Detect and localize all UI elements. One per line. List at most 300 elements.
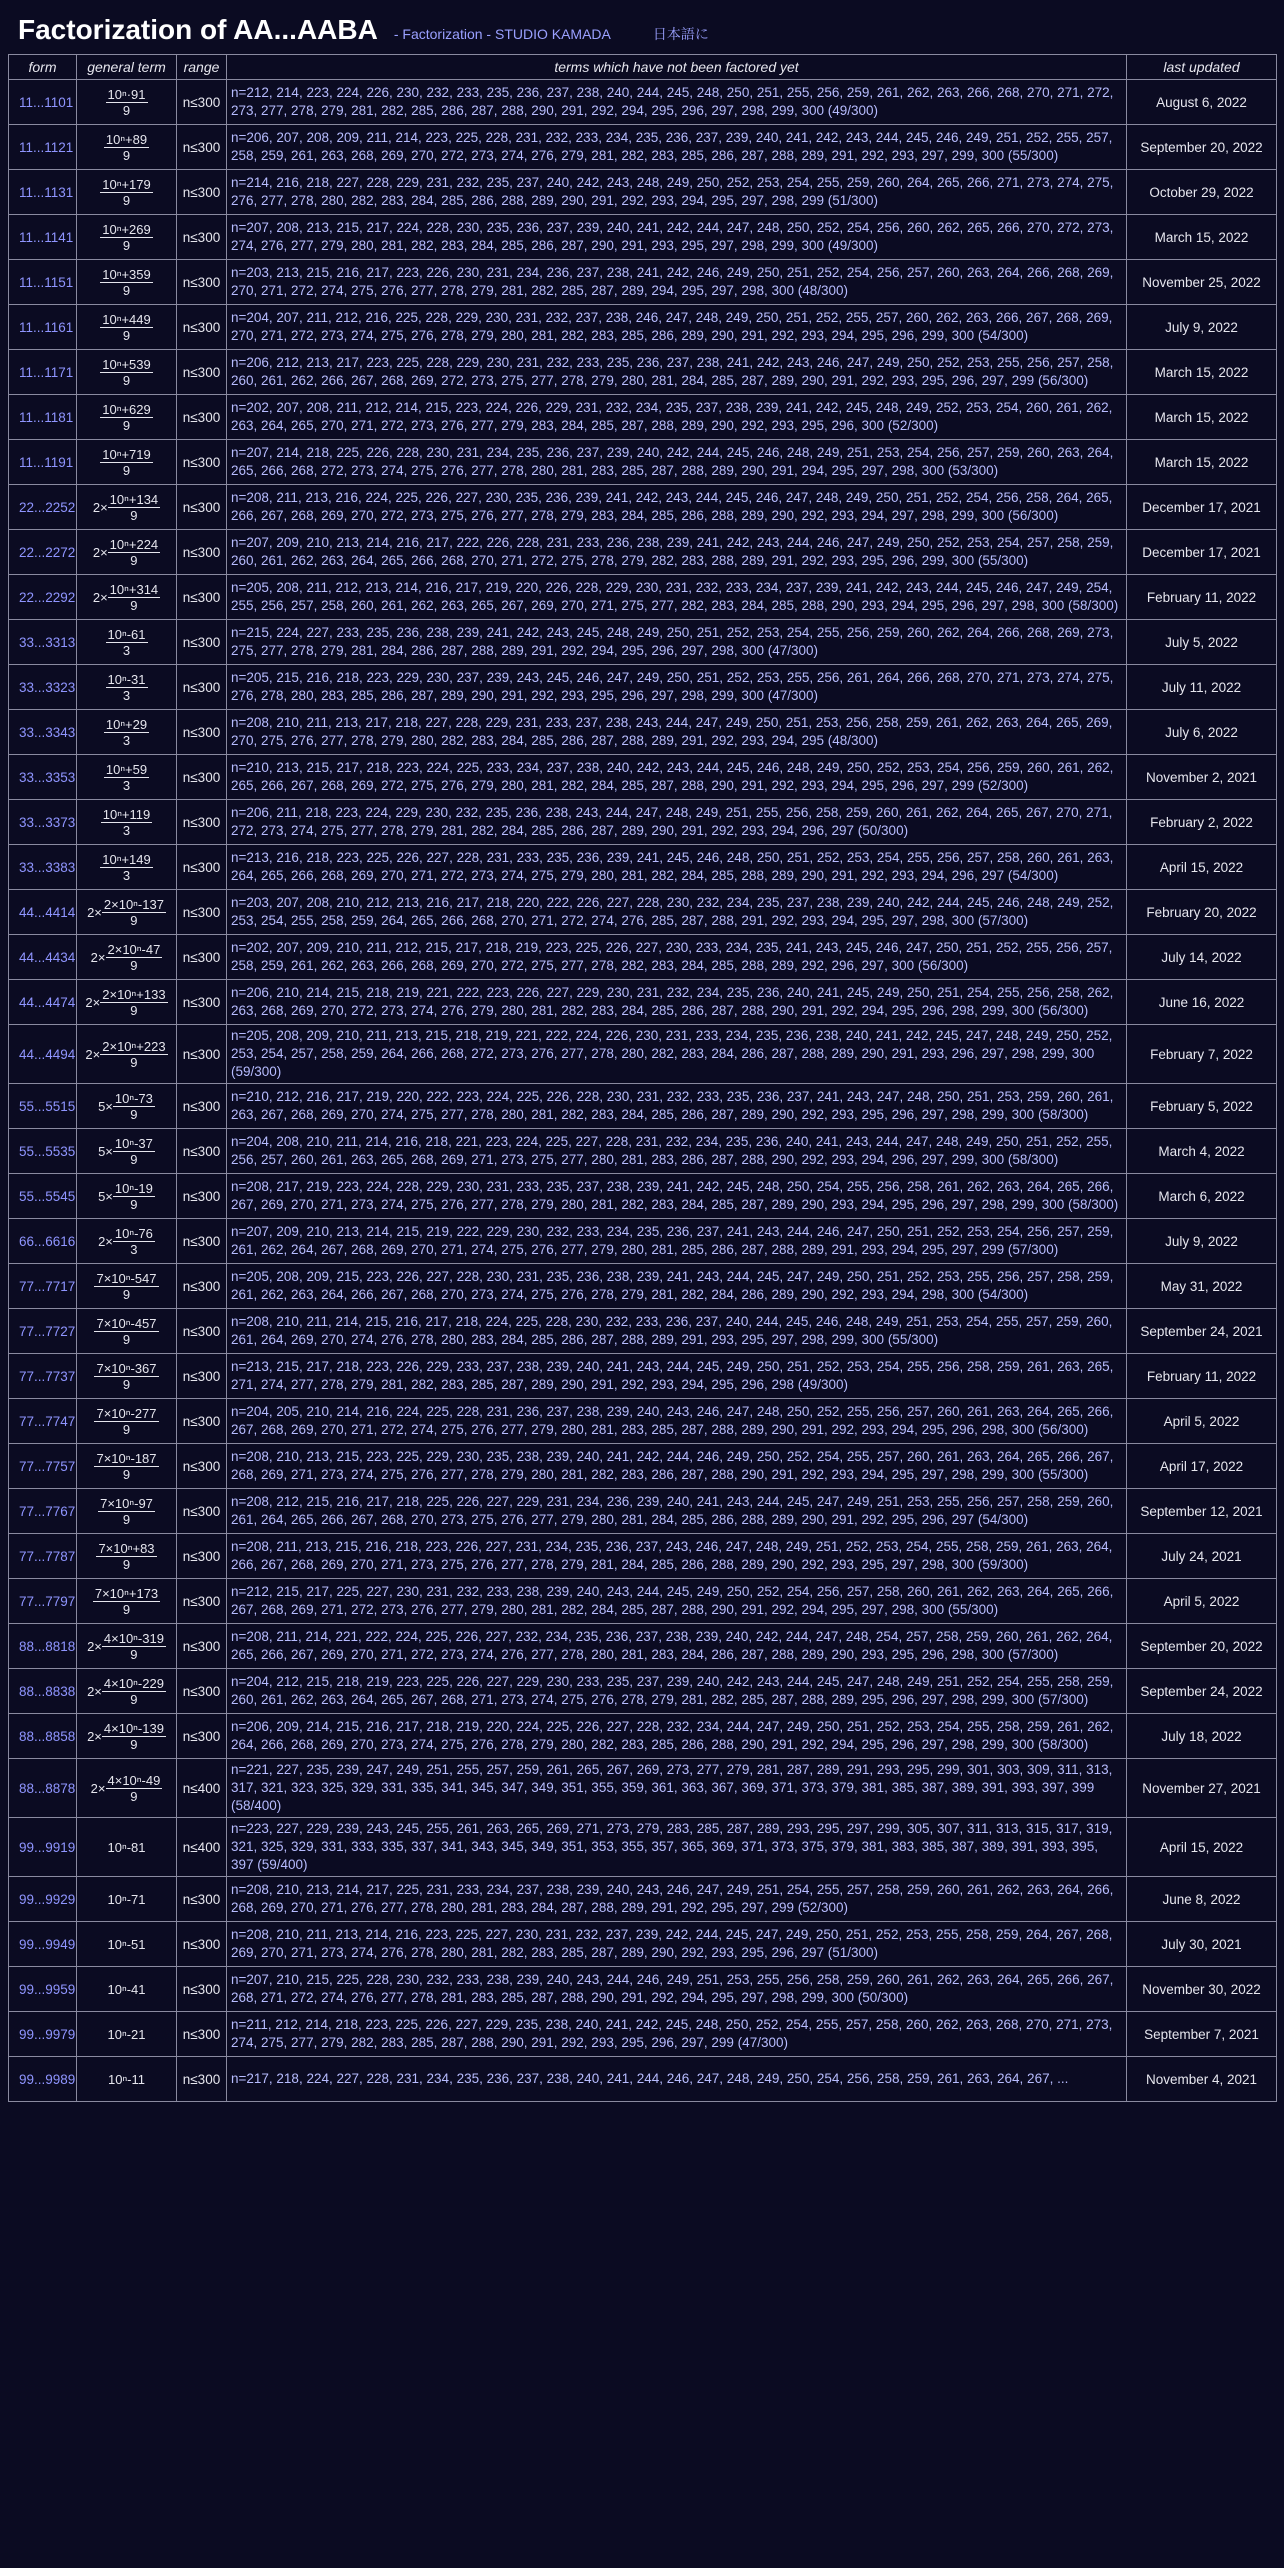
term-numerator: 10ⁿ+179: [102, 176, 151, 192]
term-fraction: [106, 2027, 148, 2042]
term-fraction: [113, 1091, 155, 1122]
form-link[interactable]: 99...9979: [9, 2012, 77, 2057]
general-term: [77, 890, 177, 935]
form-link[interactable]: 77...7787: [9, 1534, 77, 1579]
table-row: [9, 485, 1277, 530]
term-numerator: 10ⁿ-73: [114, 1090, 153, 1106]
term-numerator: 10ⁿ+539: [102, 356, 151, 372]
term-fraction: [100, 402, 152, 433]
form-link[interactable]: 99...9949: [9, 1922, 77, 1967]
unfactored-terms[interactable]: n=208, 210, 211, 213, 217, 218, 227, 228, 229, 231, 233, 237, 238, 243, 244, 247, 249, 250, 251, 253, 256, 258, 259, 261, 262, 263, 264, 265, 269, 270, 275, 276, 277, 278, 279, 280, 282, 283, 284, 285, 286, 287, 288, 289, 291, 292, 293, 294, 295 (48/300): [227, 710, 1127, 755]
form-link[interactable]: 33...3353: [9, 755, 77, 800]
term-numerator: 10ⁿ+89: [105, 131, 148, 147]
form-link[interactable]: 44...4434: [9, 935, 77, 980]
general-term: [77, 800, 177, 845]
table-row: [9, 305, 1277, 350]
form-link[interactable]: 55...5545: [9, 1174, 77, 1219]
form-link[interactable]: 33...3373: [9, 800, 77, 845]
table-row: [9, 1624, 1277, 1669]
last-updated: November 27, 2021: [1127, 1759, 1277, 1818]
term-denominator: 9: [130, 1691, 138, 1707]
general-term: [77, 1877, 177, 1922]
term-fraction: [98, 1496, 155, 1527]
last-updated: April 15, 2022: [1127, 845, 1277, 890]
form-link[interactable]: 44...4474: [9, 980, 77, 1025]
unfactored-terms[interactable]: n=207, 208, 213, 215, 217, 224, 228, 230, 235, 236, 237, 239, 240, 241, 242, 244, 247, 248, 250, 252, 254, 256, 260, 262, 265, 266, 270, 272, 273, 274, 276, 277, 279, 280, 281, 282, 283, 284, 285, 286, 287, 290, 291, 293, 295, 297, 298, 299, 300 (49/300): [227, 215, 1127, 260]
table-row: [9, 1219, 1277, 1264]
term-fraction: [104, 762, 149, 793]
term-denominator: 3: [122, 777, 131, 793]
term-prefix: 2×: [92, 544, 108, 560]
form-link[interactable]: 22...2252: [9, 485, 77, 530]
form-link[interactable]: 11...1171: [9, 350, 77, 395]
table-row: [9, 1399, 1277, 1444]
range: n≤300: [177, 440, 227, 485]
form-link[interactable]: 77...7737: [9, 1354, 77, 1399]
unfactored-terms[interactable]: n=217, 218, 224, 227, 228, 231, 234, 235, 236, 237, 238, 240, 241, 244, 246, 247, 248, 249, 250, 254, 256, 258, 259, 261, 263, 264, 267, ...: [227, 2057, 1127, 2102]
form-link[interactable]: 55...5535: [9, 1129, 77, 1174]
form-link[interactable]: 99...9929: [9, 1877, 77, 1922]
general-term: [77, 125, 177, 170]
form-link[interactable]: 44...4494: [9, 1025, 77, 1084]
term-denominator: 9: [130, 552, 138, 568]
table-row: [9, 440, 1277, 485]
last-updated: April 5, 2022: [1127, 1399, 1277, 1444]
form-link[interactable]: 77...7747: [9, 1399, 77, 1444]
general-term: [77, 1669, 177, 1714]
term-prefix: 2×: [90, 1780, 106, 1796]
general-term: [77, 1264, 177, 1309]
term-fraction: [106, 672, 148, 703]
table-row: [9, 935, 1277, 980]
unfactored-terms[interactable]: n=214, 216, 218, 227, 228, 229, 231, 232, 235, 237, 240, 242, 243, 248, 249, 250, 252, 253, 254, 255, 259, 260, 264, 265, 266, 271, 273, 274, 275, 276, 277, 278, 280, 282, 283, 284, 285, 286, 288, 289, 290, 291, 292, 293, 294, 295, 297, 298, 299 (51/300): [227, 170, 1127, 215]
general-term: [77, 665, 177, 710]
form-link[interactable]: 99...9989: [9, 2057, 77, 2102]
unfactored-terms[interactable]: n=203, 213, 215, 216, 217, 223, 226, 230, 231, 234, 236, 237, 238, 241, 242, 246, 249, 250, 251, 252, 254, 256, 257, 260, 263, 264, 266, 268, 269, 270, 271, 272, 274, 275, 276, 277, 278, 279, 281, 282, 285, 287, 289, 294, 295, 297, 298, 300 (48/300): [227, 260, 1127, 305]
unfactored-terms[interactable]: n=208, 211, 214, 221, 222, 224, 225, 226, 227, 232, 234, 235, 236, 237, 238, 239, 240, 242, 244, 247, 248, 254, 257, 258, 259, 260, 261, 262, 264, 265, 266, 267, 269, 270, 271, 272, 273, 274, 276, 277, 278, 280, 281, 283, 284, 286, 287, 288, 289, 290, 293, 295, 296, 298, 300 (57/300): [227, 1624, 1127, 1669]
term-fraction: [106, 1892, 148, 1907]
term-denominator: 9: [130, 507, 138, 523]
general-term: [77, 440, 177, 485]
term-numerator: 10ⁿ+449: [102, 311, 151, 327]
general-term: [77, 1534, 177, 1579]
table-row: [9, 710, 1277, 755]
form-link[interactable]: 44...4414: [9, 890, 77, 935]
term-fraction: [106, 1773, 163, 1804]
last-updated: August 6, 2022: [1127, 80, 1277, 125]
last-updated: July 9, 2022: [1127, 1219, 1277, 1264]
unfactored-terms[interactable]: n=202, 207, 209, 210, 211, 212, 215, 217, 218, 219, 223, 225, 226, 227, 230, 233, 234, 235, 241, 243, 245, 246, 247, 250, 251, 252, 255, 256, 257, 258, 259, 261, 262, 263, 266, 268, 269, 270, 272, 275, 277, 278, 282, 283, 284, 285, 288, 289, 292, 296, 297, 300 (56/300): [227, 935, 1127, 980]
term-numerator: 10ⁿ-76: [114, 1225, 153, 1241]
term-numerator: 10ⁿ-21: [107, 2027, 146, 2043]
term-numerator: 10ⁿ-81: [107, 1840, 146, 1856]
term-denominator: 9: [122, 1421, 131, 1437]
term-denominator: 9: [130, 1788, 138, 1804]
range: n≤300: [177, 755, 227, 800]
range: n≤300: [177, 1174, 227, 1219]
term-fraction: [94, 1361, 158, 1392]
term-prefix: 2×: [85, 1046, 101, 1062]
form-link[interactable]: 11...1101: [9, 80, 77, 125]
breadcrumb-link[interactable]: - Factorization - STUDIO KAMADA: [393, 26, 611, 42]
term-fraction: [100, 312, 152, 343]
last-updated: September 20, 2022: [1127, 1624, 1277, 1669]
unfactored-terms[interactable]: n=202, 207, 208, 211, 212, 214, 215, 223, 224, 226, 229, 231, 232, 234, 235, 237, 238, 239, 241, 242, 245, 248, 249, 252, 253, 254, 260, 261, 262, 263, 264, 265, 270, 271, 272, 273, 276, 277, 279, 283, 284, 285, 287, 288, 289, 290, 292, 293, 295, 296, 300 (52/300): [227, 395, 1127, 440]
term-denominator: 9: [122, 102, 131, 118]
general-term: [77, 1967, 177, 2012]
form-link[interactable]: 55...5515: [9, 1084, 77, 1129]
table-row: [9, 665, 1277, 710]
last-updated: April 15, 2022: [1127, 1818, 1277, 1877]
general-term: [77, 1354, 177, 1399]
unfactored-terms[interactable]: n=223, 227, 229, 239, 243, 245, 255, 261, 263, 265, 269, 271, 273, 279, 283, 285, 287, 289, 293, 295, 297, 299, 305, 307, 311, 313, 315, 317, 319, 321, 325, 329, 331, 333, 335, 337, 341, 343, 345, 349, 351, 353, 355, 357, 365, 369, 371, 373, 375, 379, 381, 383, 385, 387, 389, 391, 393, 395, 397 (59/400): [227, 1818, 1127, 1877]
range: n≤300: [177, 395, 227, 440]
last-updated: February 7, 2022: [1127, 1025, 1277, 1084]
general-term: [77, 1174, 177, 1219]
last-updated: June 8, 2022: [1127, 1877, 1277, 1922]
term-numerator: 2×10ⁿ-137: [103, 896, 164, 912]
form-link[interactable]: 77...7717: [9, 1264, 77, 1309]
general-term: [77, 1399, 177, 1444]
language-link[interactable]: 日本語に: [652, 26, 709, 42]
unfactored-terms[interactable]: n=205, 208, 209, 210, 211, 213, 215, 218, 219, 221, 222, 224, 226, 230, 231, 233, 234, 235, 236, 238, 240, 241, 242, 245, 247, 248, 249, 250, 252, 253, 254, 257, 258, 259, 264, 266, 268, 272, 273, 276, 277, 278, 280, 282, 283, 284, 286, 287, 288, 289, 290, 291, 293, 296, 297, 298, 299, 300 (59/300): [227, 1025, 1127, 1084]
unfactored-terms[interactable]: n=210, 213, 215, 217, 218, 223, 224, 225, 233, 234, 237, 238, 240, 242, 243, 244, 245, 246, 248, 249, 250, 252, 253, 254, 256, 259, 260, 261, 262, 265, 266, 267, 268, 269, 272, 275, 276, 279, 280, 281, 282, 284, 285, 287, 288, 290, 291, 292, 293, 294, 295, 296, 297, 299 (52/300): [227, 755, 1127, 800]
unfactored-terms[interactable]: n=208, 210, 213, 215, 223, 225, 229, 230, 235, 238, 239, 240, 241, 242, 244, 246, 249, 250, 252, 254, 255, 257, 260, 261, 263, 264, 265, 266, 267, 268, 269, 271, 273, 274, 275, 276, 277, 278, 279, 280, 281, 282, 283, 286, 287, 288, 290, 291, 292, 293, 294, 295, 297, 298, 299, 300 (55/300): [227, 1444, 1127, 1489]
range: n≤300: [177, 260, 227, 305]
term-numerator: 10ⁿ-41: [107, 1982, 146, 1998]
term-fraction: [106, 1982, 148, 1997]
term-denominator: 9: [122, 417, 131, 433]
range: n≤300: [177, 620, 227, 665]
unfactored-terms[interactable]: n=206, 212, 213, 217, 223, 225, 228, 229, 230, 231, 232, 233, 235, 236, 237, 238, 241, 242, 243, 246, 247, 249, 250, 252, 253, 255, 256, 257, 258, 260, 261, 262, 266, 267, 268, 269, 272, 273, 275, 277, 278, 279, 280, 281, 284, 285, 287, 289, 290, 291, 292, 293, 295, 296, 297, 299 (56/300): [227, 350, 1127, 395]
term-numerator: 10ⁿ-31: [107, 671, 146, 687]
range: n≤300: [177, 1967, 227, 2012]
term-denominator: 9: [122, 147, 131, 163]
unfactored-terms[interactable]: n=215, 224, 227, 233, 235, 236, 238, 239, 241, 242, 243, 245, 248, 249, 250, 251, 252, 253, 254, 255, 256, 259, 260, 262, 264, 266, 268, 269, 273, 275, 277, 278, 279, 281, 284, 286, 287, 288, 289, 291, 292, 294, 295, 296, 297, 298, 300 (47/300): [227, 620, 1127, 665]
unfactored-terms[interactable]: n=208, 212, 215, 216, 217, 218, 225, 226, 227, 229, 231, 234, 236, 239, 240, 241, 243, 244, 245, 247, 249, 251, 253, 255, 256, 257, 258, 259, 260, 261, 264, 265, 266, 267, 268, 270, 273, 275, 276, 277, 279, 280, 281, 284, 285, 286, 288, 289, 290, 291, 292, 295, 296, 297 (54/300): [227, 1489, 1127, 1534]
form-link[interactable]: 11...1151: [9, 260, 77, 305]
table-row: [9, 1309, 1277, 1354]
term-denominator: 9: [130, 1106, 138, 1122]
page-header: [0, 0, 1284, 54]
form-link[interactable]: 11...1181: [9, 395, 77, 440]
table-row: [9, 80, 1277, 125]
unfactored-terms[interactable]: n=211, 212, 214, 218, 223, 225, 226, 227, 229, 235, 238, 240, 241, 242, 245, 248, 250, 252, 254, 255, 257, 258, 260, 262, 263, 268, 270, 271, 273, 274, 275, 277, 279, 282, 283, 285, 287, 288, 290, 291, 292, 293, 295, 296, 297, 299 (47/300): [227, 2012, 1127, 2057]
term-fraction: [106, 2072, 147, 2087]
term-prefix: 5×: [98, 1098, 113, 1114]
last-updated: March 15, 2022: [1127, 350, 1277, 395]
general-term: [77, 1579, 177, 1624]
range: n≤300: [177, 1264, 227, 1309]
form-link[interactable]: 33...3323: [9, 665, 77, 710]
range: n≤300: [177, 1714, 227, 1759]
term-denominator: 9: [122, 1331, 131, 1347]
last-updated: November 2, 2021: [1127, 755, 1277, 800]
form-link[interactable]: 88...8818: [9, 1624, 77, 1669]
last-updated: February 20, 2022: [1127, 890, 1277, 935]
term-denominator: 9: [122, 1466, 131, 1482]
table-header-row: [9, 55, 1277, 80]
term-denominator: 3: [130, 1241, 138, 1257]
table-row: [9, 1444, 1277, 1489]
unfactored-terms[interactable]: n=205, 215, 216, 218, 223, 229, 230, 237, 239, 243, 245, 246, 247, 249, 250, 251, 252, 253, 255, 256, 261, 264, 266, 268, 270, 271, 273, 274, 275, 276, 278, 280, 283, 285, 286, 287, 289, 290, 291, 292, 293, 295, 296, 297, 298, 299, 300 (47/300): [227, 665, 1127, 710]
form-link[interactable]: 99...9959: [9, 1967, 77, 2012]
last-updated: December 17, 2021: [1127, 530, 1277, 575]
form-link[interactable]: 33...3313: [9, 620, 77, 665]
unfactored-terms[interactable]: n=208, 211, 213, 216, 224, 225, 226, 227, 230, 235, 236, 239, 241, 242, 243, 244, 245, 246, 247, 248, 249, 250, 251, 252, 254, 256, 258, 264, 265, 266, 267, 268, 269, 270, 272, 273, 275, 276, 277, 278, 279, 283, 284, 285, 286, 288, 289, 290, 292, 293, 294, 297, 298, 299, 300 (56/300): [227, 485, 1127, 530]
term-numerator: 7×10ⁿ-97: [100, 1495, 153, 1511]
unfactored-terms[interactable]: n=221, 227, 235, 239, 247, 249, 251, 255, 257, 259, 261, 265, 267, 269, 273, 277, 279, 281, 287, 289, 291, 293, 295, 299, 301, 303, 309, 311, 313, 317, 321, 323, 325, 329, 331, 335, 341, 345, 347, 349, 351, 355, 359, 361, 363, 367, 369, 371, 373, 379, 381, 385, 387, 389, 391, 393, 397, 399 (58/400): [227, 1759, 1127, 1818]
unfactored-terms[interactable]: n=206, 211, 218, 223, 224, 229, 230, 232, 235, 236, 238, 243, 244, 247, 248, 249, 251, 255, 256, 258, 259, 260, 261, 262, 264, 265, 267, 270, 271, 272, 273, 274, 275, 277, 278, 279, 281, 282, 284, 285, 286, 287, 289, 290, 291, 292, 293, 294, 296, 297 (50/300): [227, 800, 1127, 845]
unfactored-terms[interactable]: n=204, 205, 210, 214, 216, 224, 225, 228, 231, 236, 237, 238, 239, 240, 243, 246, 247, 248, 250, 252, 255, 256, 257, 260, 261, 263, 264, 265, 266, 267, 268, 269, 270, 271, 272, 274, 275, 276, 277, 279, 280, 281, 283, 285, 287, 288, 289, 290, 291, 292, 293, 294, 295, 296, 298, 300 (56/300): [227, 1399, 1127, 1444]
term-denominator: 9: [130, 957, 138, 973]
table-row: [9, 800, 1277, 845]
unfactored-terms[interactable]: n=213, 215, 217, 218, 223, 226, 229, 233, 237, 238, 239, 240, 241, 243, 244, 245, 249, 250, 251, 252, 253, 254, 255, 256, 258, 259, 261, 263, 265, 271, 274, 277, 278, 279, 281, 282, 283, 285, 287, 289, 290, 291, 292, 293, 294, 295, 296, 298 (49/300): [227, 1354, 1127, 1399]
term-fraction: [102, 1676, 166, 1707]
form-link[interactable]: 11...1121: [9, 125, 77, 170]
last-updated: July 30, 2021: [1127, 1922, 1277, 1967]
term-numerator: 10ⁿ+269: [102, 221, 151, 237]
general-term: [77, 1818, 177, 1877]
range: n≤300: [177, 1669, 227, 1714]
range: n≤300: [177, 1489, 227, 1534]
general-term: [77, 350, 177, 395]
term-numerator: 4×10ⁿ-229: [103, 1675, 164, 1691]
general-term: [77, 2012, 177, 2057]
term-numerator: 7×10ⁿ-547: [96, 1270, 157, 1286]
form-link[interactable]: 11...1141: [9, 215, 77, 260]
table-row: [9, 1489, 1277, 1534]
range: n≤300: [177, 170, 227, 215]
term-denominator: 9: [130, 1736, 138, 1752]
unfactored-terms[interactable]: n=205, 208, 209, 215, 223, 226, 227, 228, 230, 231, 235, 236, 238, 239, 241, 243, 244, 245, 247, 249, 250, 251, 252, 253, 255, 256, 257, 258, 259, 261, 262, 263, 264, 266, 267, 268, 270, 273, 274, 275, 276, 278, 279, 281, 282, 284, 286, 289, 290, 292, 293, 294, 298, 300 (54/300): [227, 1264, 1127, 1309]
form-link[interactable]: 77...7757: [9, 1444, 77, 1489]
form-link[interactable]: 22...2292: [9, 575, 77, 620]
term-numerator: 4×10ⁿ-319: [103, 1630, 164, 1646]
term-prefix: 2×: [90, 949, 106, 965]
unfactored-terms[interactable]: n=208, 210, 211, 214, 215, 216, 217, 218, 224, 225, 228, 230, 232, 233, 236, 237, 240, 244, 245, 246, 248, 249, 251, 253, 254, 255, 257, 259, 260, 261, 264, 269, 270, 274, 276, 278, 280, 283, 284, 285, 286, 287, 288, 289, 291, 293, 295, 297, 298, 299, 300 (55/300): [227, 1309, 1127, 1354]
term-prefix: 2×: [87, 1728, 102, 1744]
range: n≤300: [177, 350, 227, 395]
term-numerator: 10ⁿ+59: [105, 761, 148, 777]
table-row: [9, 575, 1277, 620]
range: n≤300: [177, 1309, 227, 1354]
table-row: [9, 1174, 1277, 1219]
term-denominator: 9: [122, 1556, 131, 1572]
term-numerator: 10ⁿ+314: [109, 581, 159, 597]
unfactored-terms[interactable]: n=204, 207, 211, 212, 216, 225, 228, 229, 230, 231, 232, 237, 238, 246, 247, 248, 249, 250, 251, 252, 255, 257, 260, 262, 263, 266, 267, 268, 269, 270, 271, 272, 273, 274, 275, 276, 278, 279, 280, 281, 282, 283, 285, 286, 289, 290, 291, 292, 293, 294, 295, 296, 299, 300 (54/300): [227, 305, 1127, 350]
term-numerator: 2×10ⁿ+223: [102, 1038, 166, 1054]
table-row: [9, 215, 1277, 260]
term-numerator: 7×10ⁿ+173: [94, 1585, 159, 1601]
term-fraction: [113, 1136, 155, 1167]
general-term: [77, 305, 177, 350]
term-numerator: 10ⁿ-11: [107, 2072, 146, 2088]
table-row: [9, 2057, 1277, 2102]
form-link[interactable]: 33...3383: [9, 845, 77, 890]
last-updated: July 11, 2022: [1127, 665, 1277, 710]
term-fraction: [104, 717, 149, 748]
range: n≤300: [177, 1534, 227, 1579]
general-term: [77, 395, 177, 440]
form-link[interactable]: 88...8858: [9, 1714, 77, 1759]
term-prefix: 2×: [92, 589, 108, 605]
form-link[interactable]: 77...7727: [9, 1309, 77, 1354]
form-link[interactable]: 22...2272: [9, 530, 77, 575]
general-term: [77, 215, 177, 260]
term-fraction: [108, 537, 160, 568]
form-link[interactable]: 88...8838: [9, 1669, 77, 1714]
last-updated: March 15, 2022: [1127, 440, 1277, 485]
unfactored-terms[interactable]: n=204, 208, 210, 211, 214, 216, 218, 221, 223, 224, 225, 227, 228, 231, 232, 234, 235, 236, 240, 241, 243, 244, 247, 248, 249, 250, 251, 252, 255, 256, 257, 260, 261, 263, 265, 268, 269, 271, 273, 275, 277, 280, 281, 283, 286, 287, 288, 290, 292, 293, 294, 296, 297, 299, 300 (58/300): [227, 1129, 1127, 1174]
form-link[interactable]: 33...3343: [9, 710, 77, 755]
term-fraction: [101, 807, 153, 838]
form-link[interactable]: 66...6616: [9, 1219, 77, 1264]
term-fraction: [106, 942, 163, 973]
col-header-terms: terms which have not been factored yet: [227, 55, 1127, 80]
general-term: [77, 710, 177, 755]
term-prefix: 5×: [98, 1188, 113, 1204]
form-link[interactable]: 11...1161: [9, 305, 77, 350]
term-fraction: [113, 1181, 155, 1212]
form-link[interactable]: 77...7797: [9, 1579, 77, 1624]
term-prefix: 5×: [98, 1143, 113, 1159]
range: n≤400: [177, 1759, 227, 1818]
general-term: [77, 1759, 177, 1818]
unfactored-terms[interactable]: n=208, 210, 213, 214, 217, 225, 231, 233, 234, 237, 238, 239, 240, 243, 246, 247, 249, 251, 254, 255, 257, 258, 259, 260, 261, 262, 263, 264, 266, 268, 269, 270, 271, 276, 277, 278, 280, 281, 283, 284, 287, 288, 289, 291, 292, 295, 297, 299 (52/300): [227, 1877, 1127, 1922]
range: n≤300: [177, 935, 227, 980]
unfactored-terms[interactable]: n=205, 208, 211, 212, 213, 214, 216, 217, 219, 220, 226, 228, 229, 230, 231, 232, 233, 234, 237, 239, 241, 242, 243, 244, 245, 246, 247, 249, 254, 255, 256, 257, 258, 260, 261, 262, 263, 265, 267, 269, 270, 271, 275, 277, 282, 283, 284, 285, 288, 290, 293, 294, 295, 296, 297, 298, 300 (58/300): [227, 575, 1127, 620]
last-updated: February 11, 2022: [1127, 1354, 1277, 1399]
term-numerator: 4×10ⁿ-139: [103, 1720, 164, 1736]
unfactored-terms[interactable]: n=210, 212, 216, 217, 219, 220, 222, 223, 224, 225, 226, 228, 230, 231, 232, 233, 235, 236, 237, 241, 243, 247, 248, 250, 251, 253, 259, 260, 261, 263, 267, 268, 269, 270, 274, 275, 277, 278, 280, 281, 282, 283, 284, 285, 286, 287, 289, 290, 292, 293, 295, 296, 297, 298, 299, 300 (58/300): [227, 1084, 1127, 1129]
table-row: [9, 1714, 1277, 1759]
term-fraction: [102, 897, 166, 928]
term-denominator: 9: [122, 1286, 131, 1302]
unfactored-terms[interactable]: n=212, 214, 223, 224, 226, 230, 232, 233, 235, 236, 237, 238, 240, 244, 245, 248, 250, 251, 255, 256, 259, 261, 262, 263, 266, 268, 270, 271, 272, 273, 277, 278, 279, 281, 282, 285, 286, 287, 288, 290, 291, 292, 294, 295, 296, 297, 298, 299, 300 (49/300): [227, 80, 1127, 125]
last-updated: October 29, 2022: [1127, 170, 1277, 215]
range: n≤300: [177, 1444, 227, 1489]
table-row: [9, 980, 1277, 1025]
table-row: [9, 1877, 1277, 1922]
last-updated: March 15, 2022: [1127, 215, 1277, 260]
range: n≤300: [177, 1877, 227, 1922]
term-denominator: 9: [122, 237, 131, 253]
general-term: [77, 170, 177, 215]
range: n≤300: [177, 2057, 227, 2102]
term-denominator: 9: [122, 327, 131, 343]
term-denominator: 9: [122, 1511, 131, 1527]
form-link[interactable]: 11...1131: [9, 170, 77, 215]
range: n≤300: [177, 1219, 227, 1264]
unfactored-terms[interactable]: n=208, 210, 211, 213, 214, 216, 223, 225, 227, 230, 231, 232, 237, 239, 242, 244, 245, 247, 249, 250, 251, 252, 253, 255, 258, 259, 264, 267, 268, 269, 270, 271, 273, 274, 276, 278, 280, 281, 282, 283, 285, 287, 289, 290, 292, 293, 295, 296, 297 (51/300): [227, 1922, 1127, 1967]
term-denominator: 9: [130, 912, 138, 928]
last-updated: February 2, 2022: [1127, 800, 1277, 845]
unfactored-terms[interactable]: n=207, 209, 210, 213, 214, 216, 217, 222, 226, 228, 231, 233, 236, 238, 239, 241, 242, 243, 244, 246, 247, 249, 250, 252, 253, 254, 257, 258, 259, 260, 261, 262, 263, 264, 265, 266, 268, 270, 271, 272, 275, 278, 279, 282, 283, 288, 289, 291, 292, 293, 295, 296, 299, 300 (55/300): [227, 530, 1127, 575]
general-term: [77, 1714, 177, 1759]
general-term: [77, 1219, 177, 1264]
term-denominator: 3: [122, 732, 131, 748]
unfactored-terms[interactable]: n=212, 215, 217, 225, 227, 230, 231, 232, 233, 238, 239, 240, 243, 244, 245, 249, 250, 252, 254, 256, 257, 258, 260, 261, 262, 263, 264, 265, 266, 267, 268, 269, 271, 272, 273, 276, 277, 279, 280, 281, 282, 284, 285, 287, 288, 290, 291, 292, 294, 295, 297, 298, 300 (55/300): [227, 1579, 1127, 1624]
last-updated: September 7, 2021: [1127, 2012, 1277, 2057]
term-numerator: 7×10ⁿ-457: [96, 1315, 157, 1331]
form-link[interactable]: 11...1191: [9, 440, 77, 485]
last-updated: November 4, 2021: [1127, 2057, 1277, 2102]
form-link[interactable]: 99...9919: [9, 1818, 77, 1877]
term-denominator: 9: [122, 372, 131, 388]
range: n≤300: [177, 890, 227, 935]
table-row: [9, 620, 1277, 665]
term-fraction: [94, 1271, 158, 1302]
term-numerator: 2×10ⁿ+133: [102, 986, 166, 1002]
table-row: [9, 1129, 1277, 1174]
general-term: [77, 935, 177, 980]
unfactored-terms[interactable]: n=206, 207, 208, 209, 211, 214, 223, 225, 228, 231, 232, 233, 234, 235, 236, 237, 239, 240, 241, 242, 243, 244, 245, 246, 249, 251, 252, 255, 257, 258, 259, 261, 263, 268, 269, 270, 272, 273, 274, 276, 279, 281, 282, 283, 285, 286, 287, 288, 289, 291, 292, 293, 297, 299, 300 (55/300): [227, 125, 1127, 170]
unfactored-terms[interactable]: n=204, 212, 215, 218, 219, 223, 225, 226, 227, 229, 230, 233, 235, 237, 239, 240, 242, 243, 244, 245, 247, 248, 249, 251, 252, 254, 255, 258, 259, 260, 261, 262, 263, 264, 265, 267, 268, 271, 273, 274, 275, 276, 278, 279, 281, 282, 285, 287, 288, 289, 295, 296, 297, 298, 299, 300 (57/300): [227, 1669, 1127, 1714]
term-denominator: 3: [122, 642, 131, 658]
range: n≤300: [177, 845, 227, 890]
term-denominator: 9: [122, 1376, 131, 1392]
unfactored-terms[interactable]: n=207, 209, 210, 213, 214, 215, 219, 222, 229, 230, 232, 233, 234, 235, 236, 237, 241, 243, 244, 246, 247, 250, 251, 252, 253, 254, 256, 257, 259, 261, 262, 264, 267, 268, 269, 270, 271, 274, 275, 276, 277, 279, 280, 281, 285, 286, 287, 288, 289, 291, 293, 294, 295, 297, 299 (57/300): [227, 1219, 1127, 1264]
term-numerator: 10ⁿ+359: [102, 266, 151, 282]
term-prefix: 2×: [87, 904, 102, 920]
general-term: [77, 575, 177, 620]
term-fraction: [100, 987, 167, 1018]
term-numerator: 10ⁿ+134: [109, 491, 159, 507]
unfactored-terms[interactable]: n=208, 217, 219, 223, 224, 228, 229, 230, 231, 233, 235, 237, 238, 239, 241, 242, 245, 248, 250, 254, 255, 256, 258, 261, 262, 263, 264, 265, 266, 267, 269, 270, 271, 273, 274, 275, 276, 277, 278, 279, 280, 281, 282, 283, 284, 285, 287, 289, 290, 293, 294, 295, 296, 297, 298, 299, 300 (58/300): [227, 1174, 1127, 1219]
range: n≤300: [177, 1579, 227, 1624]
factorization-table: [8, 54, 1277, 2102]
last-updated: July 5, 2022: [1127, 620, 1277, 665]
table-row: [9, 2012, 1277, 2057]
general-term: [77, 1084, 177, 1129]
term-numerator: 10ⁿ+149: [102, 851, 151, 867]
table-row: [9, 890, 1277, 935]
unfactored-terms[interactable]: n=206, 209, 214, 215, 216, 217, 218, 219, 220, 224, 225, 226, 227, 228, 232, 234, 244, 247, 249, 250, 251, 252, 253, 254, 255, 258, 259, 261, 262, 264, 266, 268, 269, 270, 273, 274, 275, 276, 278, 279, 280, 282, 283, 285, 286, 288, 290, 291, 292, 294, 295, 296, 297, 298, 299, 300 (58/300): [227, 1714, 1127, 1759]
last-updated: September 24, 2021: [1127, 1309, 1277, 1354]
table-body: [9, 80, 1277, 2102]
unfactored-terms[interactable]: n=206, 210, 214, 215, 218, 219, 221, 222, 223, 226, 227, 229, 230, 231, 232, 234, 235, 236, 240, 241, 245, 249, 250, 251, 254, 255, 256, 258, 262, 263, 268, 269, 270, 272, 273, 274, 276, 279, 280, 281, 282, 283, 284, 285, 286, 287, 288, 290, 291, 292, 294, 295, 296, 298, 299, 300 (56/300): [227, 980, 1127, 1025]
form-link[interactable]: 77...7767: [9, 1489, 77, 1534]
term-fraction: [100, 447, 152, 478]
term-fraction: [106, 627, 148, 658]
term-fraction: [100, 852, 152, 883]
term-fraction: [94, 1406, 158, 1437]
table-row: [9, 350, 1277, 395]
last-updated: September 24, 2022: [1127, 1669, 1277, 1714]
last-updated: December 17, 2021: [1127, 485, 1277, 530]
term-fraction: [106, 1840, 148, 1855]
last-updated: April 17, 2022: [1127, 1444, 1277, 1489]
unfactored-terms[interactable]: n=207, 210, 215, 225, 228, 230, 232, 233, 238, 239, 240, 243, 244, 246, 249, 251, 253, 255, 256, 258, 259, 260, 261, 262, 263, 264, 265, 266, 267, 268, 271, 272, 274, 276, 277, 278, 281, 283, 285, 287, 288, 290, 291, 292, 294, 295, 297, 298, 299, 300 (50/300): [227, 1967, 1127, 2012]
unfactored-terms[interactable]: n=203, 207, 208, 210, 212, 213, 216, 217, 218, 220, 222, 226, 227, 228, 230, 232, 234, 235, 237, 238, 239, 240, 242, 244, 245, 246, 248, 249, 252, 253, 254, 255, 258, 259, 264, 265, 266, 268, 270, 271, 272, 274, 276, 285, 287, 288, 291, 292, 293, 294, 295, 297, 298, 300 (57/300): [227, 890, 1127, 935]
term-denominator: 9: [130, 1646, 138, 1662]
term-fraction: [100, 222, 152, 253]
term-fraction: [104, 132, 149, 163]
last-updated: April 5, 2022: [1127, 1579, 1277, 1624]
unfactored-terms[interactable]: n=207, 214, 218, 225, 226, 228, 230, 231, 234, 235, 236, 237, 239, 240, 242, 244, 245, 246, 248, 249, 251, 253, 254, 256, 257, 259, 260, 263, 264, 265, 266, 268, 272, 273, 274, 275, 276, 277, 278, 280, 281, 283, 285, 287, 288, 289, 290, 291, 294, 295, 297, 298, 300 (53/300): [227, 440, 1127, 485]
last-updated: July 18, 2022: [1127, 1714, 1277, 1759]
range: n≤300: [177, 575, 227, 620]
last-updated: July 24, 2021: [1127, 1534, 1277, 1579]
term-denominator: 9: [122, 282, 131, 298]
unfactored-terms[interactable]: n=213, 216, 218, 223, 225, 226, 227, 228, 231, 233, 235, 236, 239, 241, 245, 246, 248, 250, 251, 252, 253, 254, 255, 256, 257, 258, 260, 261, 263, 264, 265, 266, 268, 269, 270, 271, 272, 273, 274, 275, 279, 280, 281, 282, 284, 285, 288, 289, 290, 291, 292, 293, 294, 296, 297 (54/300): [227, 845, 1127, 890]
general-term: [77, 485, 177, 530]
last-updated: September 20, 2022: [1127, 125, 1277, 170]
unfactored-terms[interactable]: n=208, 211, 213, 215, 216, 218, 223, 226, 227, 231, 234, 235, 236, 237, 243, 246, 247, 248, 249, 251, 252, 253, 254, 255, 258, 259, 261, 263, 264, 266, 267, 268, 269, 270, 271, 273, 275, 276, 277, 278, 279, 281, 284, 285, 286, 288, 289, 290, 292, 293, 295, 297, 298, 300 (59/300): [227, 1534, 1127, 1579]
form-link[interactable]: 88...8878: [9, 1759, 77, 1818]
last-updated: February 5, 2022: [1127, 1084, 1277, 1129]
